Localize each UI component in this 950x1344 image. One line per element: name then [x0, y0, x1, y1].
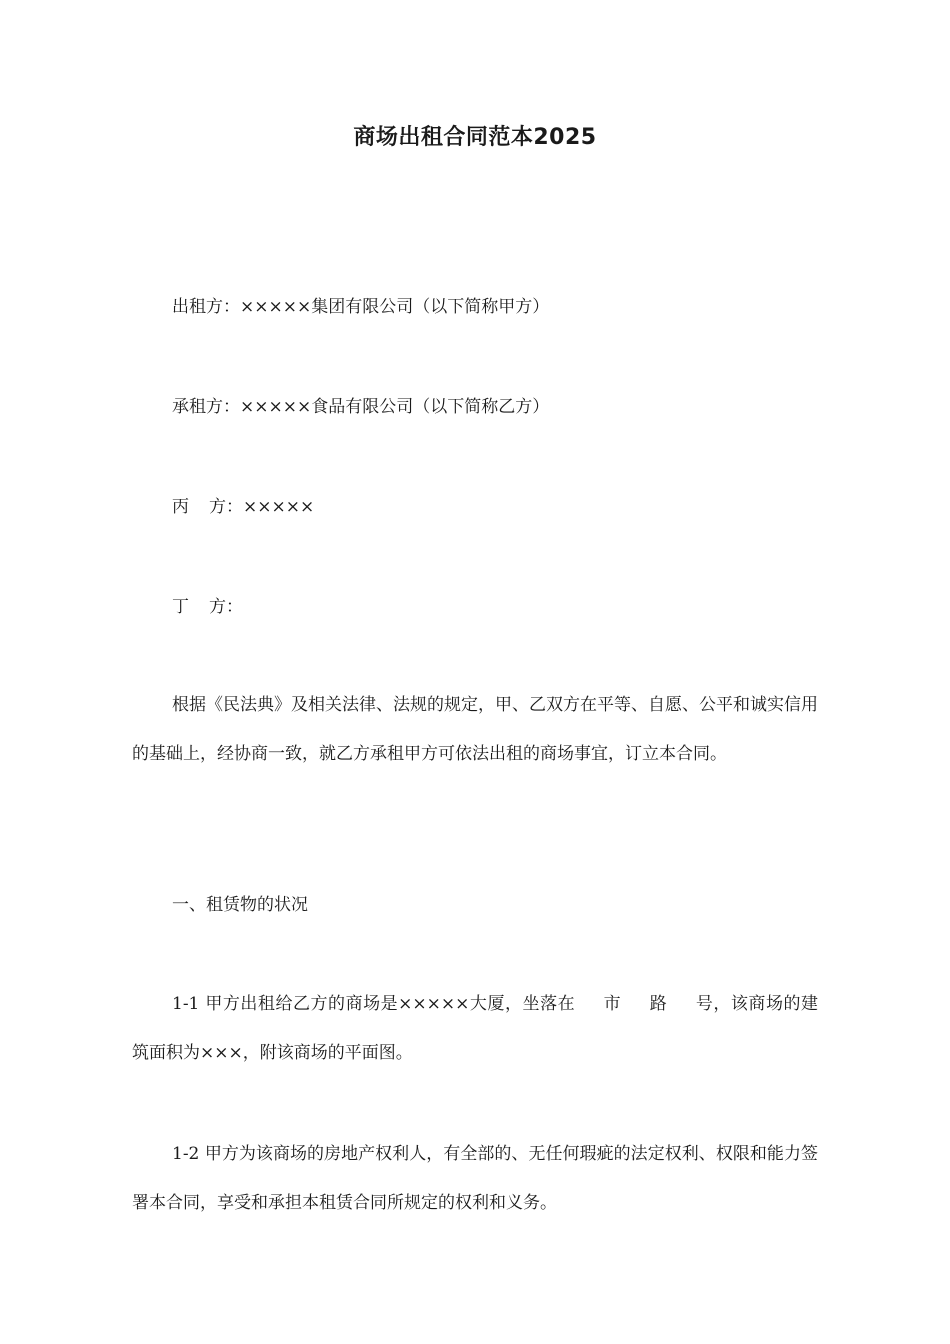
party-c-line [172, 492, 314, 522]
preamble-paragraph: 根据《民法典》及相关法律、法规的规定，甲、乙双方在平等、自愿、公平和诚实信用的基础上，经协商一致，就乙方承租甲方可依法出租的商场事宜，订立本合同。 [132, 695, 818, 764]
clause-1-1-part-a: 1-1 甲方出租给乙方的商场是×××××大厦，坐落在 [172, 994, 576, 1014]
party-c-label: 丙 [172, 497, 209, 517]
clause-1-1-road: 路 [649, 994, 668, 1014]
clause-1-1-city: 市 [603, 994, 622, 1014]
party-d-label: 丁 [172, 597, 209, 617]
party-d-value: 方： [209, 597, 243, 617]
lessor-line: 出租方：×××××集团有限公司（以下简称甲方） [172, 297, 550, 317]
document-title: 商场出租合同范本2025 [353, 125, 597, 150]
party-c-value: 方：××××× [209, 497, 315, 517]
section-1-heading: 一、租赁物的状况 [172, 895, 308, 915]
lessee-line: 承租方：×××××食品有限公司（以下简称乙方） [172, 397, 550, 417]
clause-1-1 [132, 980, 818, 1078]
clause-1-2: 1-2 甲方为该商场的房地产权利人，有全部的、无任何瑕疵的法定权利、权限和能力签署本合同，享受和承担本租赁合同所规定的权利和义务。 [132, 1144, 818, 1213]
clause-1-1-part-d: 号，该商场的建筑面积为×××，附该商场的平面图。 [132, 994, 819, 1063]
party-d-line [172, 592, 243, 622]
